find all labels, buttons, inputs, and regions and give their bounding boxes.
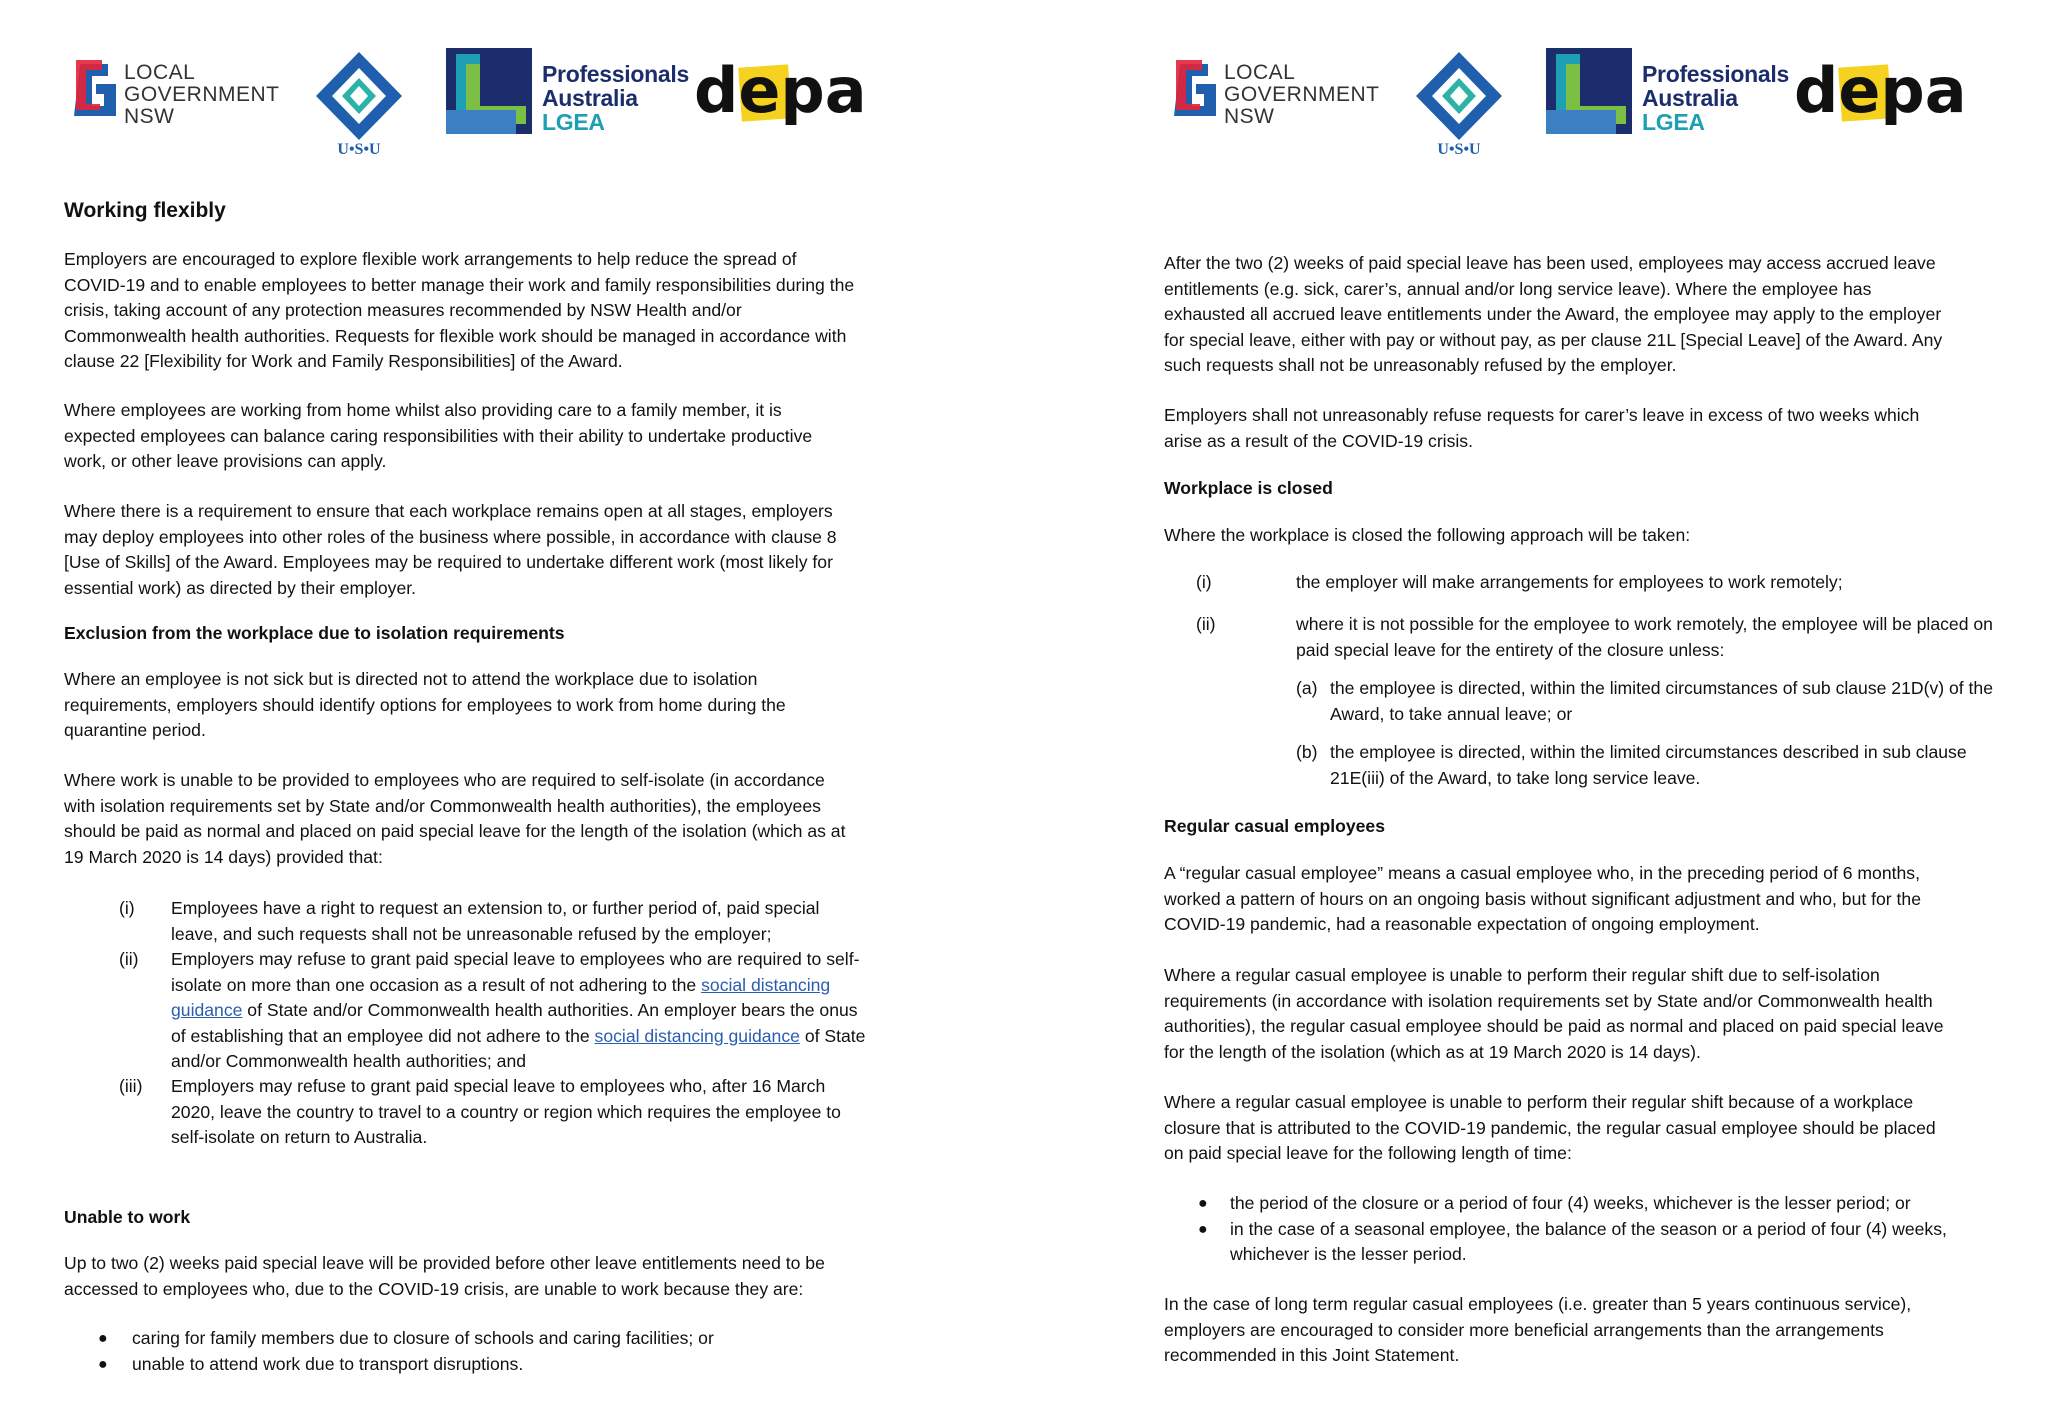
paragraph-isolation: [64, 667, 786, 744]
text-span: isolate on more than one occasion as a result of not adhering to the: [171, 974, 702, 995]
heading-working-flexibly: Working flexibly: [64, 199, 226, 222]
professionals-australia-logo: [446, 48, 689, 140]
text-line: work, or other leave provisions can apply.: [64, 451, 387, 471]
document-page-right: [1100, 0, 2048, 1408]
text-line: closure that is attributed to the COVID-19 pandemic, the regular casual employee should be placed: [1164, 1117, 1936, 1138]
lgnsw-line1: LOCAL: [1224, 61, 1296, 84]
text-line: such requests shall not be unreasonably refused by the employer.: [1164, 355, 1677, 375]
lgnsw-line2: GOVERNMENT: [124, 83, 280, 106]
list-number: (i): [119, 898, 135, 918]
text-line: caring for family members due to closure of schools and caring facilities; or: [132, 1328, 714, 1348]
list-number: (ii): [1196, 614, 1216, 634]
text-line: in the case of a seasonal employee, the balance of the season or a period of four (4) weeks,: [1230, 1218, 1947, 1239]
text-line: quarantine period.: [64, 720, 206, 740]
text-line: [Use of Skills] of the Award. Employees may be required to undertake different work (most likely for: [64, 552, 833, 572]
bullet-icon: ●: [1198, 1220, 1208, 1238]
lgnsw-g-logo-icon: [1172, 58, 1218, 124]
lgnsw-line3: NSW: [1224, 105, 1275, 128]
professionals-australia-square-icon: [446, 48, 532, 134]
text-line: with isolation requirements set by State and/or Commonwealth health authorities), the employees: [64, 795, 821, 816]
text-line: essential work) as directed by their employer.: [64, 577, 417, 598]
list-number: (i): [1196, 572, 1212, 592]
pro-line2: Australia: [1642, 85, 1738, 111]
pro-line3: LGEA: [1642, 109, 1705, 135]
lgnsw-line2: GOVERNMENT: [1224, 83, 1380, 106]
list-number: (b): [1296, 742, 1318, 762]
heading-regular-casual: Regular casual employees: [1164, 816, 1386, 836]
usu-diamond-logo-icon: [304, 48, 414, 158]
lgnsw-logo: [72, 56, 284, 136]
paragraph-unable-to-work: [64, 1251, 825, 1302]
text-line: self-isolate on return to Australia.: [171, 1127, 428, 1147]
text-line: may deploy employees into other roles of the business where possible, in accordance with clause 8: [64, 526, 837, 547]
text-line: the employer will make arrangements for employees to work remotely;: [1296, 572, 1843, 592]
text-line: should be paid as normal and placed on paid special leave for the length of the isolation (which as at: [64, 821, 846, 841]
text-line: and/or Commonwealth health authorities; and: [171, 1051, 527, 1071]
text-line: recommended in this Joint Statement.: [1164, 1345, 1460, 1365]
text-line: arise as a result of the COVID-19 crisis.: [1164, 430, 1473, 451]
text-line: expected employees can balance caring responsibilities with their ability to undertake productive: [64, 425, 813, 446]
paragraph-carers-leave: [1164, 403, 1919, 454]
list-number: (ii): [119, 949, 139, 969]
text-line: paid special leave for the entirety of the closure unless:: [1296, 639, 1725, 660]
pro-line1: Professionals: [1642, 61, 1789, 87]
text-line: 19 March 2020 is 14 days) provided that:: [64, 846, 383, 867]
text-line: the employee is directed, within the limited circumstances described in sub clause: [1330, 742, 1967, 762]
heading-exclusion: Exclusion from the workplace due to isolation requirements: [64, 623, 565, 643]
usu-logo-text: U•S•U: [1437, 141, 1481, 158]
paragraph-casual-closure: [1164, 1090, 1936, 1167]
text-line: Award, to take annual leave; or: [1330, 703, 1573, 724]
text-line: Where an employee is not sick but is directed not to attend the workplace due to isolation: [64, 669, 758, 689]
professionals-australia-logo: [1546, 48, 1789, 140]
paragraph-working-from-home: [64, 398, 812, 475]
text-line: entitlements (e.g. sick, carer’s, annual and/or long service leave). Where the employee has: [1164, 278, 1872, 299]
paragraph-accrued-leave: [1164, 251, 1942, 379]
text-line: authorities), the regular casual employee should be paid as normal and placed on paid special leave: [1164, 1016, 1944, 1036]
text-line: accessed to employees who, due to the COVID-19 crisis, are unable to work because they are:: [64, 1278, 804, 1299]
bullet-icon: ●: [98, 1330, 108, 1347]
lgnsw-g-logo-icon: [72, 58, 118, 124]
professionals-australia-text: [542, 62, 689, 134]
lgnsw-logo-text: [1224, 62, 1380, 128]
text-line: COVID-19 and to enable employees to better manage their work and family responsibilities during the: [64, 274, 855, 295]
text-line: requirements, employers should identify options for employees to work from home during the: [64, 694, 786, 715]
text-line: where it is not possible for the employee to work remotely, the employee will be placed on: [1296, 614, 1993, 634]
logo-header: [72, 48, 992, 158]
text-line: for special leave, either with pay or without pay, as per clause 21L [Special Leave] of the Award. Any: [1164, 329, 1943, 350]
text-line: [171, 973, 941, 999]
paragraph-self-isolate: [64, 768, 845, 870]
depa-logo-text: depa: [694, 54, 862, 127]
social-distancing-guidance-link[interactable]: social distancing: [701, 974, 831, 995]
text-line: Where there is a requirement to ensure that each workplace remains open at all stages, employers: [64, 501, 833, 521]
bullet-icon: ●: [1198, 1195, 1208, 1212]
usu-logo: [1404, 48, 1514, 158]
text-line: the employee is directed, within the limited circumstances of sub clause 21D(v) of the: [1330, 678, 1994, 698]
text-line: exhausted all accrued leave entitlements under the Award, the employee may apply to the employer: [1164, 304, 1942, 324]
paragraph-casual-definition: [1164, 861, 1921, 938]
depa-logo: [692, 54, 862, 134]
depa-logo: [1792, 54, 1962, 134]
text-line: Employees have a right to request an extension to, or further period of, paid special: [171, 898, 820, 918]
lgnsw-logo: [1172, 56, 1384, 136]
text-line: clause 22 [Flexibility for Work and Family Responsibilities] of the Award.: [64, 351, 623, 371]
text-line: Employers may refuse to grant paid special leave to employees who are required to self-: [171, 949, 860, 969]
text-line: requirements (in accordance with isolation requirements set by State and/or Commonwealth health: [1164, 990, 1933, 1011]
text-line: whichever is the lesser period.: [1230, 1244, 1467, 1264]
heading-unable-to-work: Unable to work: [64, 1207, 191, 1227]
text-line: employers are encouraged to consider more beneficial arrangements than the arrangements: [1164, 1319, 1884, 1340]
list-number: (iii): [119, 1076, 143, 1096]
heading-workplace-closed: Workplace is closed: [1164, 478, 1333, 498]
text-line: Where work is unable to be provided to employees who are required to self-isolate (in accordance: [64, 770, 825, 790]
paragraph-closed-approach: Where the workplace is closed the following approach will be taken:: [1164, 525, 1691, 545]
text-line: Where a regular casual employee is unable to perform their regular shift because of a workplace: [1164, 1092, 1914, 1112]
text-line: A “regular casual employee” means a casual employee who, in the preceding period of 6 months,: [1164, 863, 1920, 883]
paragraph-deploy-employees: [64, 499, 837, 601]
paragraph-flexible-work: [64, 247, 854, 375]
text-line: [171, 998, 941, 1024]
lgnsw-logo-text: [124, 62, 280, 128]
social-distancing-guidance-link-2[interactable]: social distancing guidance: [594, 1025, 800, 1046]
lgnsw-line1: LOCAL: [124, 61, 196, 84]
professionals-australia-square-icon: [1546, 48, 1632, 134]
text-line: worked a pattern of hours on an ongoing basis without significant adjustment and who, but for the: [1164, 888, 1922, 909]
text-line: After the two (2) weeks of paid special leave has been used, employees may access accrued leave: [1164, 253, 1936, 273]
bullet-icon: ●: [98, 1355, 108, 1373]
text-line: on paid special leave for the following length of time:: [1164, 1143, 1572, 1163]
depa-logo-text: depa: [1794, 54, 1962, 127]
text-span: of State and/or Commonwealth health authorities. An employer bears the onus: [242, 1000, 858, 1020]
paragraph-casual-self-isolation: [1164, 963, 1944, 1065]
text-span: of State: [799, 1025, 866, 1046]
text-line: COVID-19 pandemic, had a reasonable expectation of ongoing employment.: [1164, 914, 1760, 934]
paragraph-long-term-casual: [1164, 1292, 1911, 1369]
usu-logo: [304, 48, 414, 158]
list-number: (a): [1296, 678, 1318, 698]
depa-logo-icon: [1792, 54, 1962, 134]
text-line: [171, 1024, 941, 1050]
text-span: of establishing that an employee did not adhere to the: [171, 1025, 595, 1046]
text-line: unable to attend work due to transport disruptions.: [132, 1353, 524, 1374]
text-line: Employers may refuse to grant paid special leave to employees who, after 16 March: [171, 1076, 826, 1096]
document-page-left: [0, 0, 1010, 1408]
text-line: Up to two (2) weeks paid special leave will be provided before other leave entitlements need to be: [64, 1253, 825, 1273]
text-line: 21E(iii) of the Award, to take long service leave.: [1330, 767, 1701, 788]
depa-logo-icon: [692, 54, 862, 134]
usu-diamond-logo-icon: [1404, 48, 1514, 158]
text-line: leave, and such requests shall not be unreasonable refused by the employer;: [171, 923, 772, 944]
text-line: for the length of the isolation (which as at 19 March 2020 is 14 days).: [1164, 1041, 1701, 1062]
text-line: Where a regular casual employee is unable to perform their regular shift due to self-isolation: [1164, 965, 1880, 985]
text-line: Commonwealth health authorities. Requests for flexible work should be managed in accordance with: [64, 325, 847, 346]
text-line: Employers shall not unreasonably refuse requests for carer’s leave in excess of two weeks which: [1164, 405, 1920, 425]
pro-line3: LGEA: [542, 109, 605, 135]
text-line: Employers are encouraged to explore flexible work arrangements to help reduce the spread of: [64, 249, 797, 269]
text-line: crisis, taking account of any protection measures recommended by NSW Health and/or: [64, 300, 742, 320]
pro-line2: Australia: [542, 85, 638, 111]
lgnsw-line3: NSW: [124, 105, 175, 128]
text-line: Where employees are working from home whilst also providing care to a family member, it is: [64, 400, 782, 420]
text-line: the period of the closure or a period of four (4) weeks, whichever is the lesser period; or: [1230, 1193, 1911, 1213]
usu-logo-text: U•S•U: [337, 141, 381, 158]
professionals-australia-text: [1642, 62, 1789, 134]
text-line: 2020, leave the country to travel to a country or region which requires the employee to: [171, 1101, 841, 1122]
pro-line1: Professionals: [542, 61, 689, 87]
logo-header: [1172, 48, 2048, 158]
social-distancing-guidance-link[interactable]: guidance: [171, 1000, 243, 1020]
text-line: In the case of long term regular casual employees (i.e. greater than 5 years continuous service),: [1164, 1294, 1912, 1314]
